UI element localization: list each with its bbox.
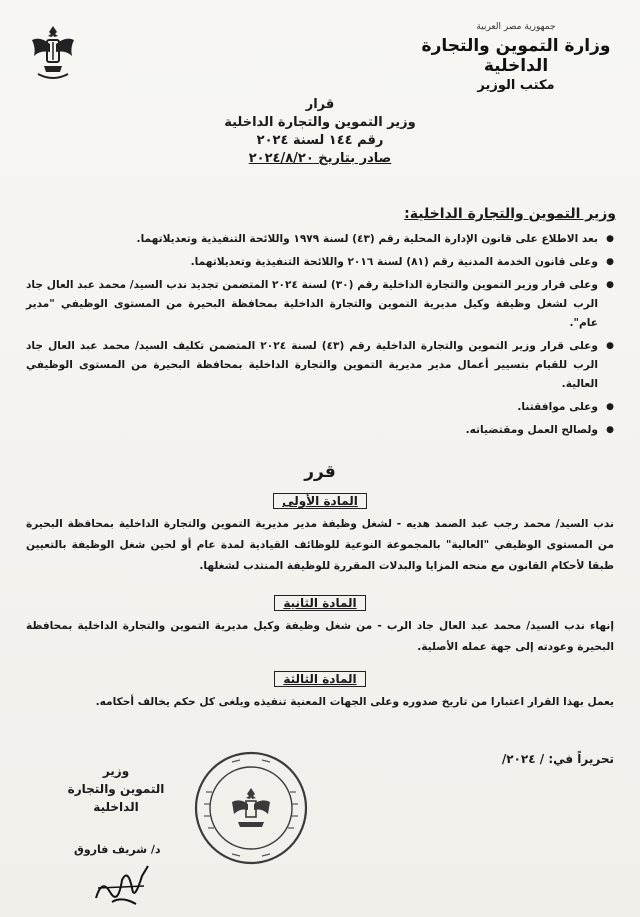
- official-seal-stamp: [192, 748, 310, 868]
- country-name: جمهورية مصر العربية: [476, 22, 556, 32]
- office-name: مكتب الوزير: [477, 78, 555, 93]
- preamble-list: [26, 230, 614, 444]
- preamble-heading: وزير التموين والتجارة الداخلية:: [404, 206, 616, 222]
- decree-title: [0, 96, 640, 168]
- preamble-item: ● وعلى قانون الخدمة المدنية رقم (٨١) لسنة ٢٠١٦ واللائحة التنفيذية وتعديلاتهما.: [26, 253, 614, 272]
- decree-date: صادر بتاريخ ٢٠٢٤/٨/٢٠: [248, 151, 392, 166]
- article-3-body: يعمل بهذا القرار اعتبارا من تاريخ صدوره وعلى الجهات المعنية تنفيذه ويلغى كل حكم يخالف أحكامه.: [95, 696, 614, 708]
- decree-issuer: وزير التموين والتجارة الداخلية: [224, 115, 416, 130]
- written-on-date: تحريراً في: / ٢٠٢٤/: [501, 752, 614, 766]
- article-2-title: المادة الثانية: [0, 596, 640, 610]
- ministry-name: وزارة التموين والتجارة الداخلية: [421, 36, 611, 76]
- article-3-title: المادة الثالثة: [0, 672, 640, 686]
- preamble-item: ● بعد الاطلاع على قانون الإدارة المحلية رقم (٤٣) لسنة ١٩٧٩ واللائحة التنفيذية وتعديلاتهما.: [26, 230, 614, 249]
- minister-title-line1: وزير: [102, 764, 130, 778]
- decision-heading: قرر: [304, 462, 336, 482]
- minister-title-line2: التموين والتجارة الداخلية: [67, 782, 165, 814]
- preamble-item: ● وعلى موافقتنا.: [26, 398, 614, 417]
- minister-title: [46, 762, 186, 816]
- decree-word: قرار: [305, 97, 335, 112]
- article-1-body: ندب السيد/ محمد رجب عبد الصمد هديه - لشغل وظيفة مدير مديرية التموين والتجارة الداخلية بمحافظة البحيرة من المستوى الوظيفي "العالية" بالمجموعة النوعية للوظائف القيادية لمدة عام أو لحين شغل الوظيفة بالتعيين طبقا لأحكام القانون مع منحه المزايا والبدلات المقررة للوظيفة المنتدب لشغلها.: [26, 518, 614, 572]
- preamble-item: ● وعلى قرار وزير التموين والتجارة الداخلية رقم (٤٣) لسنة ٢٠٢٤ المتضمن تكليف السيد/ محمد عبد العال جاد الرب للقيام بتسيير أعمال مدير مديرية التموين والتجارة الداخلية بمحافظة البحيرة من المستوى الوظيفي العالية.: [26, 337, 614, 394]
- minister-name: د/ شريف فاروق: [74, 843, 161, 856]
- handwritten-signature: [92, 858, 152, 910]
- article-1-title: المادة الأولى: [0, 494, 640, 508]
- decree-number: رقم ١٤٤ لسنة ٢٠٢٤: [256, 133, 384, 148]
- preamble-item: ● وعلى قرار وزير التموين والتجارة الداخلية رقم (٣٠) لسنة ٢٠٢٤ المتضمن تجديد ندب السيد/ محمد عبد العال جاد الرب لشغل وظيفة وكيل مديرية التموين والتجارة الداخلية بمحافظة البحيرة من المستوى الوظيفي "مدير عام".: [26, 276, 614, 333]
- article-2-body: إنهاء ندب السيد/ محمد عبد العال جاد الرب - من شغل وظيفة وكيل مديرية التموين والتجارة الداخلية بمحافظة البحيرة وعودته إلى جهة عمله الأصلية.: [26, 620, 614, 653]
- eagle-emblem-icon: [30, 22, 76, 84]
- ministry-header: [416, 22, 616, 93]
- preamble-item: ● ولصالح العمل ومقتضياته.: [26, 421, 614, 440]
